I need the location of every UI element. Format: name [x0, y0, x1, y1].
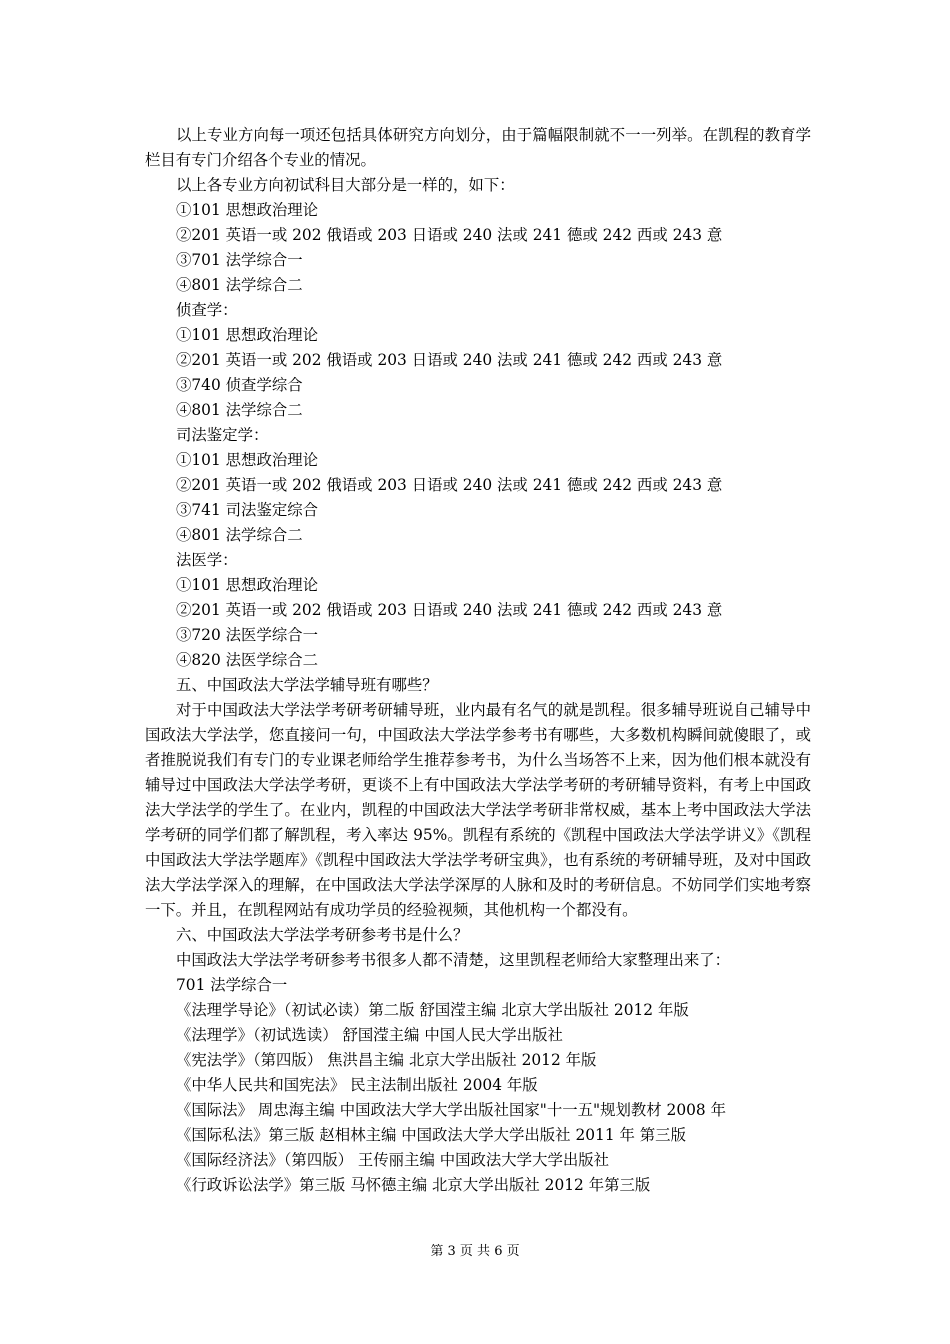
- paragraph: ②201 英语一或 202 俄语或 203 日语或 240 法或 241 德或 242 西或 243 意: [176, 351, 723, 369]
- paragraph: ②201 英语一或 202 俄语或 203 日语或 240 法或 241 德或 242 西或 243 意: [176, 476, 723, 494]
- paragraph: 《国际法》 周忠海主编 中国政法大学大学出版社国家"十一五"规划教材 2008 年: [176, 1101, 727, 1119]
- paragraph: ②201 英语一或 202 俄语或 203 日语或 240 法或 241 德或 242 西或 243 意: [176, 226, 723, 244]
- paragraph: ①101 思想政治理论: [176, 451, 319, 469]
- paragraph: ③741 司法鉴定综合: [176, 501, 319, 519]
- paragraph: 中国政法大学法学考研参考书很多人都不清楚，这里凯程老师给大家整理出来了：: [176, 951, 731, 969]
- paragraph: 法医学：: [176, 551, 238, 569]
- paragraph: 《中华人民共和国宪法》 民主法制出版社 2004 年版: [176, 1076, 538, 1094]
- paragraph: 《国际私法》第三版 赵相林主编 中国政法大学大学出版社 2011 年 第三版: [176, 1126, 686, 1144]
- paragraph: 司法鉴定学：: [176, 426, 269, 444]
- paragraph: 701 法学综合一: [176, 976, 288, 994]
- paragraph: 侦查学：: [176, 301, 238, 319]
- paragraph: 对于中国政法大学法学考研考研辅导班，业内最有名气的就是凯程。很多辅导班说自己辅导中国政法大学法学，您直接问一句，中国政法大学法学参考书有哪些，大多数机构瞬间就傻眼了，或者推脱说我们有专门的专业课老师给学生推荐参考书，为什么当场答不上来，因为他们根本就没有辅导过中国政法大学法学考研，更谈不上有中国政法大学法学考研的考研辅导资料，有考上中国政法大学法学的学生了。在业内，凯程的中国政法大学法学考研非常权威，基本上考中国政法大学法学考研的同学们都了解凯程，考入率达 95%。凯程有系统的《凯程中国政法大学法学讲义》《凯程中国政法大学法学题库》《凯程中国政法大学法学考研宝典》，也有系统的考研辅导班，及对中国政法大学法学深入的理解，在中国政法大学法学深厚的人脉和及时的考研信息。不妨同学们实地考察一下。并且，在凯程网站有成功学员的经验视频，其他机构一个都没有。: [145, 701, 811, 919]
- paragraph: ④820 法医学综合二: [176, 651, 319, 669]
- paragraph: 《宪法学》（第四版） 焦洪昌主编 北京大学出版社 2012 年版: [176, 1051, 597, 1069]
- paragraph: 五、中国政法大学法学辅导班有哪些？: [176, 676, 438, 694]
- paragraph: 以上专业方向每一项还包括具体研究方向划分，由于篇幅限制就不一一列举。在凯程的教育学栏目有专门介绍各个专业的情况。: [145, 126, 811, 169]
- paragraph: ④801 法学综合二: [176, 276, 303, 294]
- paragraph: 《国际经济法》（第四版） 王传丽主编 中国政法大学大学出版社: [176, 1151, 610, 1169]
- paragraph: ①101 思想政治理论: [176, 326, 319, 344]
- paragraph: ③701 法学综合一: [176, 251, 303, 269]
- paragraph: 《行政诉讼法学》第三版 马怀德主编 北京大学出版社 2012 年第三版: [176, 1176, 651, 1194]
- paragraph: 《法理学导论》（初试必读）第二版 舒国滢主编 北京大学出版社 2012 年版: [176, 1001, 689, 1019]
- page-number-label: 第 3 页 共 6 页: [430, 1244, 520, 1259]
- document-body: [145, 123, 811, 1198]
- paragraph: ①101 思想政治理论: [176, 201, 319, 219]
- paragraph: ④801 法学综合二: [176, 401, 303, 419]
- paragraph: 六、中国政法大学法学考研参考书是什么？: [176, 926, 469, 944]
- paragraph: 以上各专业方向初试科目大部分是一样的，如下：: [176, 176, 515, 194]
- paragraph: ②201 英语一或 202 俄语或 203 日语或 240 法或 241 德或 242 西或 243 意: [176, 601, 723, 619]
- paragraph: ④801 法学综合二: [176, 526, 303, 544]
- paragraph: 《法理学》（初试选读） 舒国滢主编 中国人民大学出版社: [176, 1026, 563, 1044]
- paragraph: ③740 侦查学综合: [176, 376, 303, 394]
- page-footer: [0, 1243, 950, 1261]
- paragraph: ③720 法医学综合一: [176, 626, 319, 644]
- paragraph: ①101 思想政治理论: [176, 576, 319, 594]
